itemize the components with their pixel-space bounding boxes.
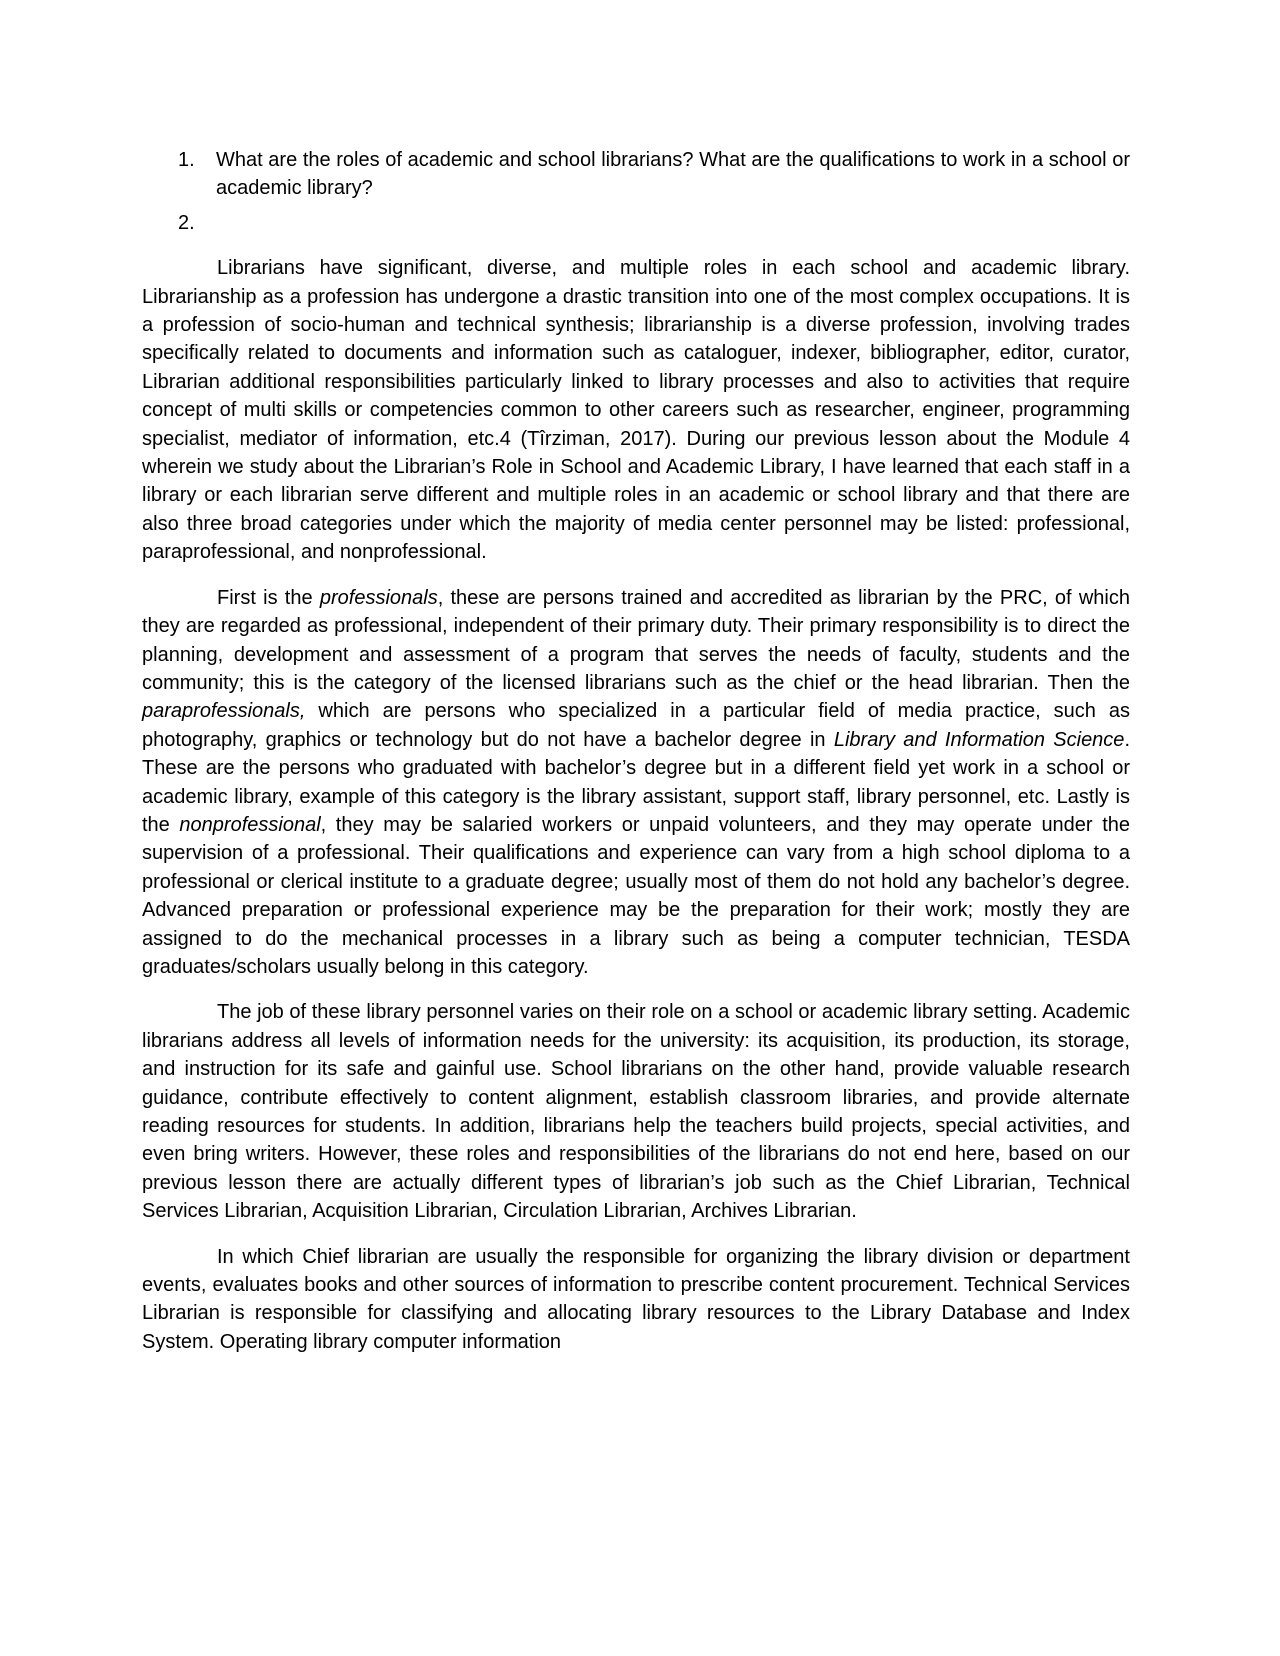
text-run-italic: paraprofessionals,	[142, 700, 306, 723]
text-run: Librarians have significant, diverse, and multiple roles in each school and academic library. Librarianship as a profession has undergone a drastic transition into one of the most complex occupations. It is a profession of socio-human and technical synthesis; librarianship is a diverse profession, involving trades specifically related to documents and information such as cataloguer, indexer, bibliographer, editor, curator, Librarian additional responsibilities particularly linked to library processes and also to activities that require concept of multi skills or competencies common to other careers such as researcher, engineer, programming specialist, mediator of information, etc.4 (Tîrziman, 2017). During our previous lesson about the Module 4 wherein we study about the Librarian’s Role in School and Academic Library, I have learned that each staff in a library or each librarian serve different and multiple roles in an academic or school library and that there are also three broad categories under which the majority of media center personnel may be listed: professional, paraprofessional, and nonprofessional.	[142, 257, 1130, 564]
body-paragraph-2	[142, 584, 1130, 982]
text-run-italic: Library and Information Science	[833, 728, 1125, 751]
text-run: First is the	[217, 586, 320, 609]
list-item-number: 1.	[178, 149, 195, 171]
body-paragraph-1	[142, 254, 1130, 566]
text-run: The job of these library personnel varies on their role on a school or academic library setting. Academic librarians address all levels of information needs for the university: its acquisition, its production, its storage, and instruction for its safe and gainful use. School librarians on the other hand, provide valuable research guidance, contribute effectively to content alignment, establish classroom libraries, and provide alternate reading resources for students. In addition, librarians help the teachers build projects, special activities, and even bring writers. However, these roles and responsibilities of the librarians do not end here, based on our previous lesson there are actually different types of librarian’s job such as the Chief Librarian, Technical Services Librarian, Acquisition Librarian, Circulation Librarian, Archives Librarian.	[142, 1001, 1130, 1223]
text-run-italic: professionals	[319, 586, 438, 609]
text-run: , they may be salaried workers or unpaid volunteers, and they may operate under the supervision of a professional. Their qualifications and experience can vary from a high school diploma to a professional or clerical institute to a graduate degree; usually most of them do not hold any bachelor’s degree. Advanced preparation or professional experience may be the preparation for their work; mostly they are assigned to do the mechanical processes in a library such as being a computer technician, TESDA graduates/scholars usually belong in this category.	[142, 813, 1131, 978]
list-item	[142, 146, 1130, 203]
text-run: In which Chief librarian are usually the responsible for organizing the library division or department events, evaluates books and other sources of information to prescribe content procurement. Technical Services Librarian is responsible for classifying and allocating library resources to the Library Database and Index System. Operating library computer information	[142, 1245, 1130, 1353]
text-run-italic: nonprofessional	[179, 813, 321, 836]
question-list	[142, 146, 1130, 237]
list-item-number: 2.	[178, 211, 195, 234]
text-run: which are persons who specialized in a particular field of media practice, such as photography, graphics or technology but do not have a bachelor degree in	[142, 700, 1130, 751]
body-paragraph-4	[142, 1243, 1130, 1357]
list-item	[142, 209, 1130, 237]
body-paragraph-3	[142, 998, 1130, 1225]
list-item-text: What are the roles of academic and school librarians? What are the qualifications to work in a school or academic library?	[216, 149, 1130, 200]
list-item-text	[216, 209, 1130, 237]
text-run: , these are persons trained and accredited as librarian by the PRC, of which they are regarded as professional, independent of their primary duty. Their primary responsibility is to direct the planning, development and assessment of a program that serves the needs of faculty, students and the community; this is the category of the licensed librarians such as the chief or the head librarian. Then the	[142, 586, 1130, 694]
text-run: . These are the persons who graduated with bachelor’s degree but in a different field yet work in a school or academic library, example of this category is the library assistant, support staff, library personnel, etc. Lastly is the	[142, 728, 1130, 836]
